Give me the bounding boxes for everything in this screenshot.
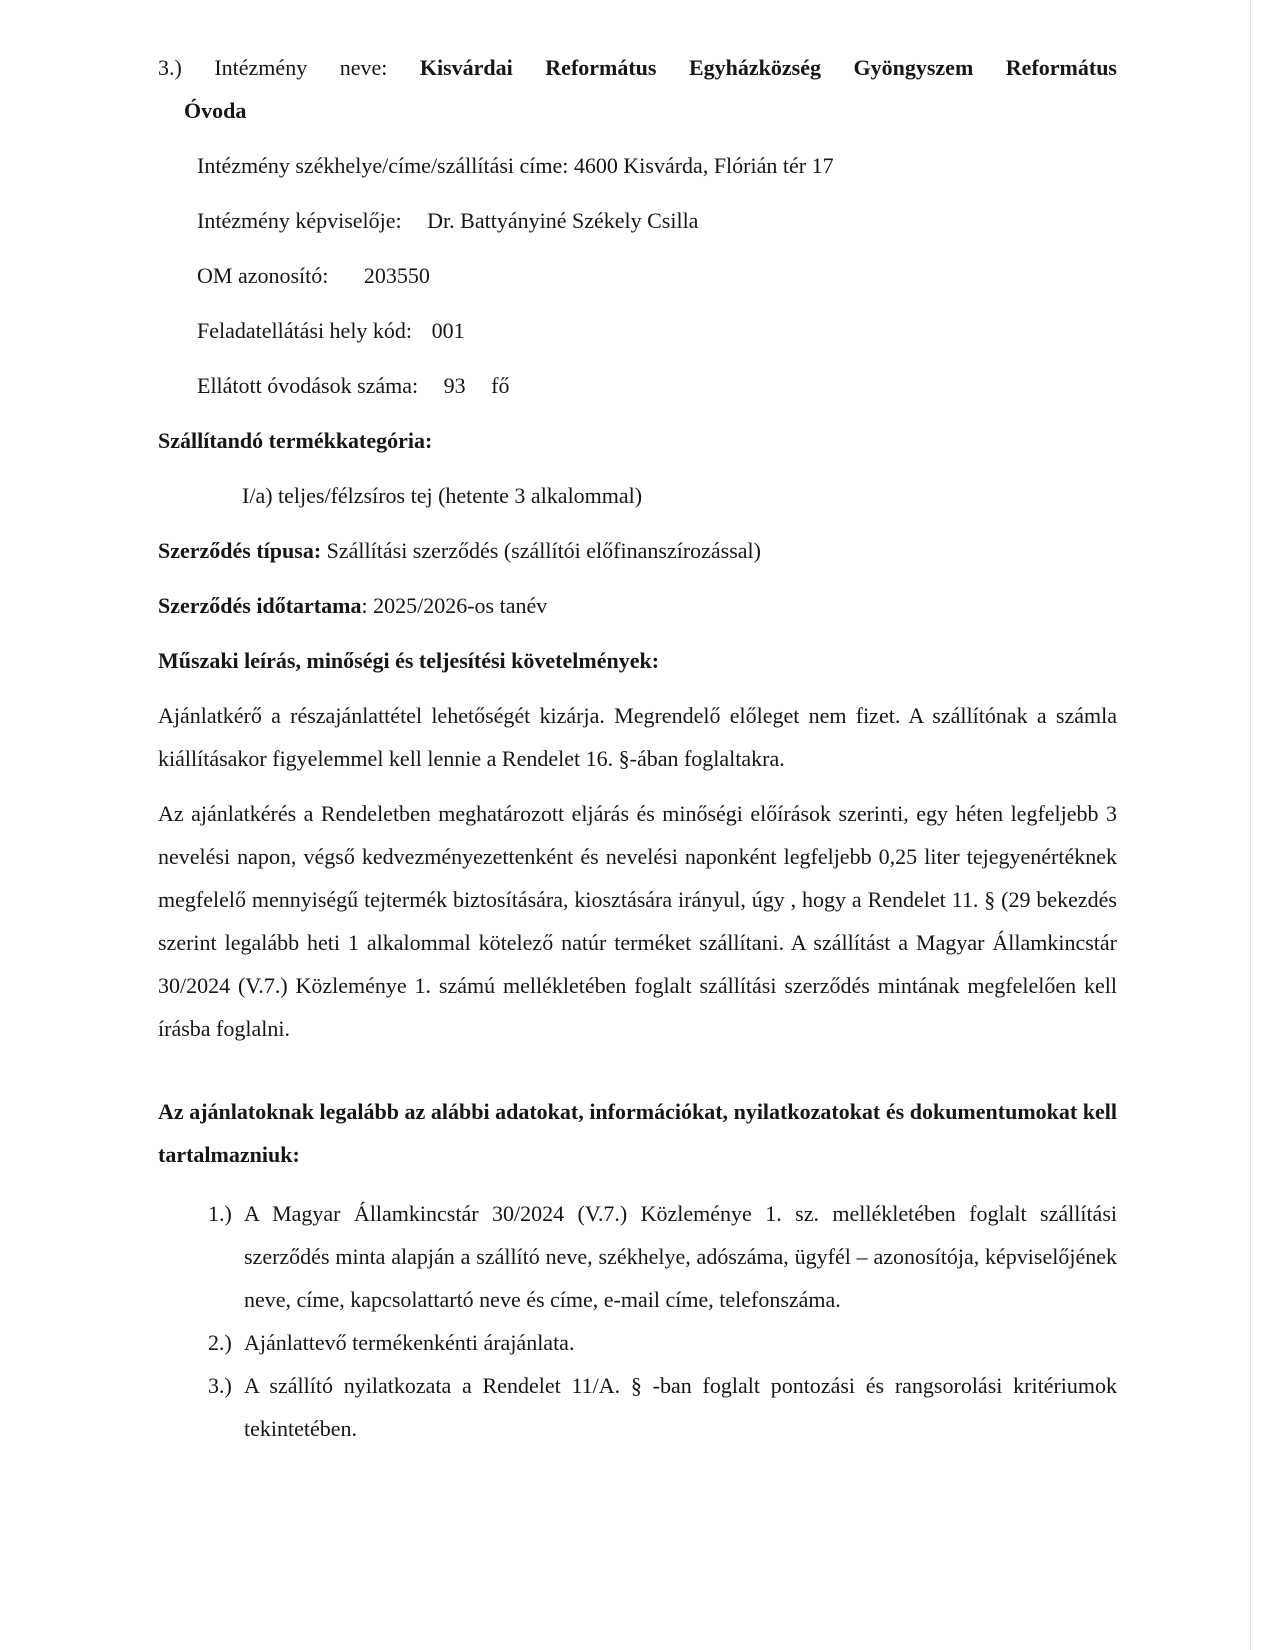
- contract-type-line: [158, 529, 1117, 572]
- technical-paragraph-1: Ajánlatkérő a részajánlattétel lehetőségét kizárja. Megrendelő előleget nem fizet. A szállítónak a számla kiállításakor figyelemmel kell lennie a Rendelet 16. §-ában foglaltakra.: [158, 703, 1117, 771]
- contract-type-value: Szállítási szerződés (szállítói előfinanszírozással): [326, 538, 761, 563]
- institution-name-value-line1: Kisvárdai Református Egyházközség Gyöngyszem Református: [419, 55, 1117, 80]
- site-code-line: [158, 309, 1117, 352]
- children-count-label: Ellátott óvodások száma:: [197, 373, 419, 398]
- requirement-item-2-number: 2.): [208, 1330, 232, 1355]
- children-count-unit: fő: [491, 373, 510, 398]
- site-code-value: 001: [431, 318, 465, 343]
- offer-requirements-heading: Az ajánlatoknak legalább az alábbi adatokat, információkat, nyilatkozatokat és dokumentumokat kell tartalmazniuk:: [158, 1099, 1117, 1167]
- children-count-value: 93: [443, 373, 466, 398]
- contract-type-label: Szerződés típusa:: [158, 538, 322, 563]
- institution-representative-label: Intézmény képviselője:: [197, 208, 402, 233]
- institution-name-line-1: [158, 46, 1117, 89]
- om-id-value: 203550: [363, 263, 430, 288]
- requirement-item-2: [208, 1321, 1117, 1364]
- scan-edge-artifact: [1250, 0, 1251, 1650]
- contract-duration-label: Szerződés időtartama: [158, 593, 362, 618]
- institution-name-block: [158, 46, 1117, 132]
- contract-duration-line: [158, 584, 1117, 627]
- requirement-item-3-text: A szállító nyilatkozata a Rendelet 11/A. § -ban foglalt pontozási és rangsorolási kritériumok tekintetében.: [244, 1373, 1117, 1441]
- children-count-line: [158, 364, 1117, 407]
- om-id-line: [158, 254, 1117, 297]
- institution-representative-value: Dr. Battyányiné Székely Csilla: [427, 208, 699, 233]
- site-code-label: Feladatellátási hely kód:: [197, 318, 413, 343]
- institution-name-value-line2: Óvoda: [184, 98, 247, 123]
- technical-heading: Műszaki leírás, minőségi és teljesítési követelmények:: [158, 648, 660, 673]
- contract-duration-value: 2025/2026-os tanév: [373, 593, 548, 618]
- requirement-item-2-text: Ajánlattevő termékenkénti árajánlata.: [244, 1330, 575, 1355]
- product-category-item: I/a) teljes/félzsíros tej (hetente 3 alkalommal): [242, 483, 643, 508]
- product-category-heading: Szállítandó termékkategória:: [158, 428, 433, 453]
- item-number: 3.): [158, 55, 182, 80]
- institution-name-label: Intézmény neve:: [214, 55, 388, 80]
- requirement-item-1-number: 1.): [208, 1201, 232, 1226]
- om-id-label: OM azonosító:: [197, 263, 329, 288]
- requirement-item-1-text: A Magyar Államkincstár 30/2024 (V.7.) Közleménye 1. sz. mellékletében foglalt szállítási szerződés minta alapján a szállító neve, székhelye, adószáma, ügyfél – azonosítója, képviselőjének neve, címe, kapcsolattartó neve és címe, e-mail címe, telefonszáma.: [244, 1201, 1117, 1312]
- contract-duration-separator: :: [361, 593, 368, 618]
- institution-representative-line: [158, 199, 1117, 242]
- institution-address-line: [158, 144, 1117, 187]
- offer-requirements-list: [158, 1192, 1117, 1450]
- institution-address-label: Intézmény székhelye/címe/szállítási címe:: [197, 153, 569, 178]
- technical-paragraph-2: Az ajánlatkérés a Rendeletben meghatározott eljárás és minőségi előírások szerinti, egy héten legfeljebb 3 nevelési napon, végső kedvezményezettenként és nevelési naponként legfeljebb 0,25 liter tejegyenértéknek megfelelő mennyiségű tejtermék biztosítására, kiosztására irányul, úgy , hogy a Rendelet 11. § (29 bekezdés szerint legalább heti 1 alkalommal kötelező natúr terméket szállítani. A szállítást a Magyar Államkincstár 30/2024 (V.7.) Közleménye 1. számú mellékletében foglalt szállítási szerződés mintának megfelelően kell írásba foglalni.: [158, 801, 1117, 1041]
- institution-address-value: 4600 Kisvárda, Flórián tér 17: [573, 153, 834, 178]
- requirement-item-3-number: 3.): [208, 1373, 232, 1398]
- requirement-item-1: [208, 1192, 1117, 1321]
- requirement-item-3: [208, 1364, 1117, 1450]
